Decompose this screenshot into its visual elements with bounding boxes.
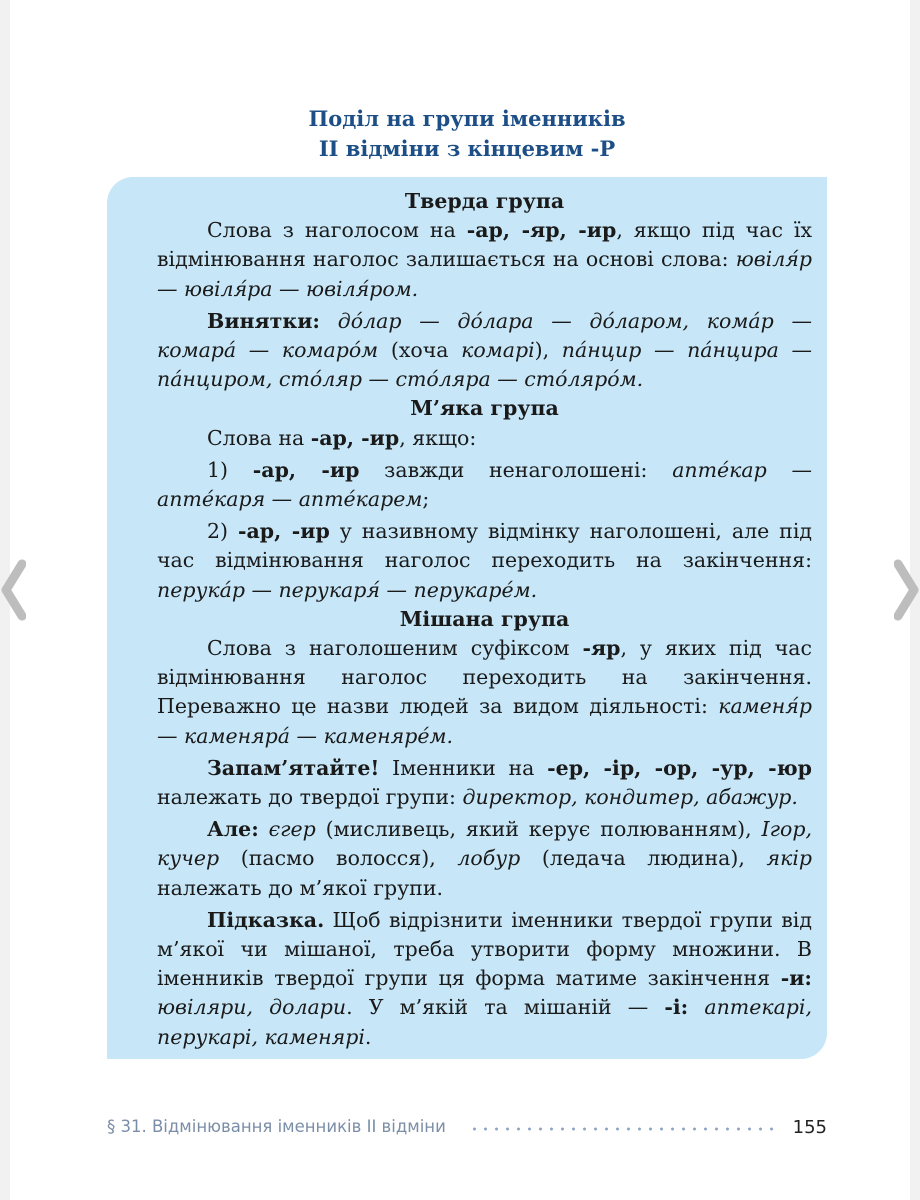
text-run: Іменники на xyxy=(379,755,548,780)
soft-group-paragraph xyxy=(157,424,812,453)
text-run: Слова на xyxy=(207,425,311,450)
title-line-2: II відміни з кінцевим -Р xyxy=(318,136,616,161)
example-italic: до́лар — до́лара — до́ларом, кома́р — комара́ — комаро́м xyxy=(157,308,812,363)
rule-card xyxy=(107,177,827,1059)
ending-bold: -ер, -ір, -ор, -ур, -юр xyxy=(547,755,812,780)
hard-group-heading: Тверда група xyxy=(404,189,565,213)
soft-group-heading: М’яка група xyxy=(410,396,559,421)
example-italic: ювіля́р — ювіля́ра — ювіля́ром. xyxy=(157,247,812,301)
text-run: , якщо: xyxy=(399,425,477,450)
example-italic: якір xyxy=(766,846,812,871)
page-title xyxy=(107,104,827,164)
footer-section-title: § 31. Відмінювання іменників ІІ відміни xyxy=(107,1117,446,1136)
text-run: . xyxy=(364,1024,372,1049)
page-number: 155 xyxy=(792,1117,827,1138)
text-run: ; xyxy=(422,487,430,512)
mixed-group-paragraph xyxy=(157,634,812,751)
hard-group-paragraph xyxy=(157,216,812,304)
ending-bold: -яр xyxy=(582,636,621,661)
hint-label: Підказка. xyxy=(207,907,325,932)
example-italic: комарі xyxy=(461,338,535,363)
soft-rule-2 xyxy=(157,517,812,605)
example-italic: аптекарі, перукарі, каменярі xyxy=(157,995,812,1049)
text-run: ), xyxy=(534,338,562,363)
text-run: (пасмо волосся), xyxy=(219,846,458,871)
ending-bold: -ар, -яр, -ир xyxy=(466,218,617,243)
example-italic: єгер xyxy=(268,817,316,842)
example-italic: ювіляри, долари xyxy=(157,995,347,1020)
text-run xyxy=(259,817,269,841)
but-label: Але: xyxy=(207,817,259,842)
text-run: у називному відмінку наголошені, але під час відмінювання наголос переходить на закінчення: xyxy=(157,519,812,573)
soft-rule-1 xyxy=(157,456,812,514)
example-italic: каменя́р — каменяра́ — каменяре́м. xyxy=(157,694,812,748)
text-run: завжди ненаголошені: xyxy=(359,457,673,482)
text-run: Слова з наголошеним суфіксом xyxy=(207,636,583,661)
text-run: належать до м’якої групи. xyxy=(157,875,444,900)
text-run xyxy=(688,995,704,1019)
ending-bold: -ар, -ир xyxy=(237,519,330,544)
ending-bold: -ар, -ир xyxy=(310,425,400,450)
text-run: Щоб відрізнити іменники твердої групи від м’якої чи мішаної, треба утворити форму множини. В іменників твердої групи ця форма матиме закінчення xyxy=(157,907,812,991)
mixed-group-heading: Мішана група xyxy=(399,606,570,631)
text-run: 1) xyxy=(207,457,253,482)
ending-bold: -ар, -ир xyxy=(252,457,360,482)
text-run: 2) xyxy=(207,519,238,544)
ending-bold: -и: xyxy=(780,966,812,991)
example-italic: лобур xyxy=(457,846,521,871)
text-run: Слова з наголосом на xyxy=(207,218,467,243)
remember-label: Запам’ятайте! xyxy=(207,755,380,780)
example-italic: директор, кондитер, абажур. xyxy=(462,785,798,810)
text-run: (мисливець, який керує полюванням), xyxy=(315,817,762,842)
text-run: (ледача людина), xyxy=(520,846,767,871)
remember-paragraph xyxy=(157,754,812,812)
exceptions-label: Винятки: xyxy=(207,308,320,333)
example-italic: перука́р — перукаря́ — перукаре́м. xyxy=(157,577,538,602)
rule-content xyxy=(157,187,812,1052)
footer-dot-leader xyxy=(469,1127,781,1131)
text-run: , якщо під час їх відмінювання наголос залишається на основі слова: xyxy=(157,218,812,272)
ending-bold: -і: xyxy=(664,995,689,1020)
chevron-left-icon[interactable] xyxy=(0,550,26,630)
but-paragraph xyxy=(157,815,812,903)
example-italic: апте́кар — апте́каря — апте́карем xyxy=(157,457,812,512)
title-line-1: Поділ на групи іменників xyxy=(308,106,626,131)
text-run: . У м’якій та мішаній — xyxy=(346,995,665,1020)
example-italic: Ігор, кучер xyxy=(157,817,812,871)
page-footer xyxy=(107,1114,827,1144)
text-run: належать до твердої групи: xyxy=(157,785,463,810)
text-run: (хоча xyxy=(378,338,462,363)
exceptions-paragraph xyxy=(157,307,812,395)
example-italic: па́нцир — па́нцира — па́нциром, сто́ляр — сто́ляра — сто́лярóм. xyxy=(157,338,813,392)
text-run: , у яких під час відмінювання наголос переходить на закінчення. Переважно це назви людей за видом діяльності: xyxy=(157,636,812,719)
hint-paragraph xyxy=(157,906,812,1052)
chevron-right-icon[interactable] xyxy=(894,550,920,630)
